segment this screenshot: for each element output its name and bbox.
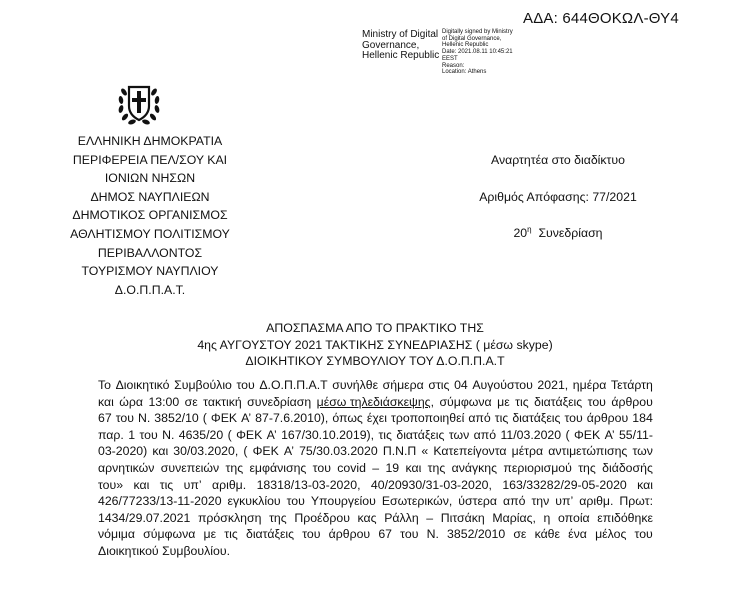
session-ordinal: 20 — [513, 226, 528, 240]
body-word: μέλος — [595, 527, 627, 542]
body-word: τις — [378, 427, 392, 442]
hellenic-republic-emblem-icon — [116, 82, 162, 126]
body-word: των — [632, 444, 653, 459]
body-word: και — [405, 460, 422, 475]
heading-line: 4ης ΑΥΓΟΥΣΤΟΥ 2021 ΤΑΚΤΙΚΗΣ ΣΥΝΕΔΡΙΑΣΗΣ ( μέσω skype) — [197, 337, 553, 352]
body-word: υπ’ — [555, 494, 574, 509]
body-word: με — [203, 527, 217, 542]
body-word: τακτική — [203, 394, 242, 409]
body-word: 1434/29.07.2021 — [98, 510, 191, 525]
body-word: του — [286, 494, 305, 509]
signature-meta-line: Hellenic Republic — [442, 42, 489, 49]
body-word: άρθρου — [586, 411, 629, 426]
body-word: διατάξεις — [396, 427, 445, 442]
body-word: κας — [357, 510, 377, 525]
session-ordinal-suffix: η — [527, 225, 532, 234]
body-word: 87-7.6.2010), — [255, 411, 329, 426]
body-word: covid — [337, 460, 366, 475]
ada-code: ΑΔΑ: 644ΘΟΚΩΛ-ΘΥ4 — [523, 10, 679, 27]
body-word: Ν. — [426, 527, 439, 542]
body-word: τροποποιηθεί — [391, 411, 465, 426]
body-word: Α’ — [241, 411, 252, 426]
issuer-line: ΤΟΥΡΙΣΜΟΥ ΝΑΥΠΛΙΟΥ — [81, 264, 219, 279]
body-word: του — [302, 527, 321, 542]
body-word: 40/20930/31-03-2020, — [370, 477, 492, 492]
body-word: διάδοσής — [602, 460, 653, 475]
signer-line: Governance, — [362, 39, 420, 51]
body-line — [98, 377, 653, 394]
body-word: Τετάρτη — [610, 378, 653, 392]
body-word: οποία — [558, 510, 590, 525]
signature-meta-line: Date: 2021.08.11 10:45:21 — [442, 49, 513, 56]
body-word: 167/30.10.2019), — [281, 427, 375, 442]
body-word: άρθρου — [328, 527, 371, 542]
body-word: Προέδρου — [294, 510, 350, 525]
body-word: 13:00 — [148, 394, 180, 409]
body-word: εμφάνισης — [249, 460, 307, 475]
body-word: ( — [243, 444, 248, 459]
body-word: αρνητικών — [98, 460, 155, 475]
body-word: Α’ — [266, 427, 277, 442]
issuer-line: ΔΗΜΟΤΙΚΟΣ ΟΡΓΑΝΙΣΜΟΣ — [72, 208, 228, 223]
signer-line: Hellenic Republic — [362, 50, 440, 61]
body-word: και — [637, 477, 653, 492]
body-word: ΦΕΚ — [236, 427, 263, 442]
body-word: μέτρα — [511, 444, 544, 459]
body-word: παρ. — [98, 427, 124, 442]
body-word: του — [634, 527, 653, 542]
body-word: σε — [513, 527, 527, 542]
body-word: από — [473, 427, 497, 442]
posting-notice: Αναρτητέα στο διαδίκτυο — [491, 153, 625, 167]
body-word: 3852/10 — [154, 411, 199, 426]
body-word: συνεδρίαση — [247, 394, 312, 409]
signature-meta-line: Location: Athens — [442, 69, 487, 76]
body-word: 11/03.2020 — [500, 427, 562, 442]
body-word: ( — [565, 427, 570, 442]
body-word: ημέρα — [572, 378, 607, 392]
body-word: Υπουργείου — [310, 494, 376, 509]
body-word: του — [236, 378, 255, 392]
body-word: του — [400, 527, 419, 542]
body-word: του — [564, 411, 583, 426]
body-word: και — [133, 477, 150, 492]
body-word: των — [448, 427, 470, 442]
body-word: πρόσκληση — [197, 510, 262, 525]
signature-meta-line: Digitally signed by Ministry — [442, 29, 513, 35]
body-line — [98, 477, 653, 494]
body-word: του» — [98, 477, 124, 492]
body-word: ύστερα — [458, 494, 498, 509]
body-line — [98, 460, 653, 477]
body-word: τις — [515, 394, 529, 409]
body-paragraph — [98, 377, 653, 560]
body-word: 3852/2010 — [447, 527, 506, 542]
body-word: Δ.Ο.Π.Π.Α.Τ — [259, 378, 328, 392]
issuer-line: ΑΘΛΗΤΙΣΜΟΥ ΠΟΛΙΤΙΣΜΟΥ — [70, 226, 230, 241]
body-word: από — [468, 411, 491, 426]
issuer-line: ΕΛΛΗΝΙΚΗ ΔΗΜΟΚΡΑΤΙΑ — [77, 134, 223, 148]
body-word: της — [427, 460, 446, 475]
body-word: τις — [494, 411, 509, 426]
body-word: 4635/20 — [178, 427, 224, 442]
body-word: Α’ — [604, 427, 615, 442]
body-word: 426/77233/13-11-2020 — [98, 494, 222, 509]
body-word: Εσωτερικών, — [381, 494, 453, 509]
body-word: ( — [227, 427, 232, 442]
body-word: και — [98, 394, 114, 409]
body-word: διατάξεις — [534, 394, 583, 409]
digital-signature-signer — [362, 30, 440, 62]
body-line — [98, 443, 653, 460]
body-word: της — [225, 460, 244, 475]
body-word: από — [503, 494, 526, 509]
body-word: επιδόθηκε — [597, 510, 653, 525]
body-word: 163/33282/29-05-2020 — [502, 477, 627, 492]
body-word: συνήλθε — [332, 378, 379, 392]
body-word: Πιτσάκη — [440, 510, 485, 525]
body-word: αριθμ. — [211, 477, 247, 492]
heading-line: ΑΠΟΣΠΑΣΜΑ ΑΠΟ ΤΟ ΠΡΑΚΤΙΚΟ ΤΗΣ — [266, 321, 484, 335]
body-word: 2021, — [537, 378, 569, 392]
body-word: κάθε — [534, 527, 561, 542]
extract-heading — [150, 320, 600, 370]
signature-meta-line: Reason: — [442, 62, 465, 69]
body-word: με — [497, 394, 510, 409]
body-word: « — [421, 444, 429, 459]
body-word: σύμφωνα — [439, 394, 492, 409]
body-word: ΦΕΚ — [252, 444, 279, 459]
signature-meta-line: of Digital Governance, — [442, 35, 502, 42]
issuer-line: Δ.Ο.Π.Π.Α.Τ. — [114, 282, 186, 297]
body-word: εγκυκλίου — [227, 494, 281, 509]
body-word: έχει — [366, 411, 388, 426]
body-word: αριθμ. — [579, 494, 614, 509]
body-word: ( — [202, 411, 207, 426]
body-word: διατάξεις — [245, 527, 295, 542]
body-word: αντιμετώπισης — [548, 444, 628, 459]
body-word: σε — [184, 394, 198, 409]
signature-meta-line: EEST — [442, 55, 458, 62]
body-word: διατάξεις — [512, 411, 561, 426]
body-word: 19 — [385, 460, 400, 475]
issuer-line: ΙΟΝΙΩΝ ΝΗΣΩΝ — [104, 171, 196, 186]
body-word: Πρωτ: — [619, 494, 653, 509]
body-word: της — [269, 510, 287, 525]
issuer-line: ΠΕΡΙΒΑΛΛΟΝΤΟΣ — [97, 245, 203, 260]
body-word: σύμφωνα — [143, 527, 196, 542]
body-word: και — [152, 444, 169, 459]
body-word: 04 — [454, 378, 468, 392]
body-word: Αυγούστου — [472, 378, 533, 392]
body-word: Το — [98, 378, 111, 392]
session-number — [428, 226, 688, 240]
body-word: υπ’ — [183, 477, 202, 492]
body-word: σήμερα — [382, 378, 424, 392]
body-word: ΦΕΚ — [573, 427, 601, 442]
body-word: ώρα — [119, 394, 143, 409]
body-word: Α’ — [283, 444, 294, 459]
session-label: Συνεδρίαση — [538, 226, 603, 240]
body-word: 55/11- — [618, 427, 653, 442]
issuer-line: ΠΕΡΙΦΕΡΕΙΑ ΠΕΛ/ΣΟΥ ΚΑΙ — [72, 152, 228, 167]
body-line — [98, 427, 653, 444]
body-word: – — [426, 510, 434, 525]
body-word: – — [372, 460, 380, 475]
body-word: 1 — [128, 427, 136, 442]
issuer-block — [60, 132, 240, 299]
body-word: Ράλλη — [384, 510, 419, 525]
body-word: Διοικητικό — [115, 378, 170, 392]
heading-line: ΔΙΟΙΚΗΤΙΚΟΥ ΣΥΜΒΟΥΛΙΟΥ ΤΟΥ Δ.Ο.Π.Π.Α.Τ — [245, 354, 505, 368]
body-word: νόμιμα — [98, 527, 135, 542]
body-word: τις — [224, 527, 238, 542]
body-word: περιορισμού — [503, 460, 572, 475]
body-word: την — [531, 494, 550, 509]
body-word: άρθρου — [611, 394, 653, 409]
body-word: τις — [159, 477, 174, 492]
body-word: ανάγκης — [451, 460, 498, 475]
body-word: 18318/13-03-2020, — [256, 477, 361, 492]
body-word: Π.Ν.Π — [382, 444, 417, 459]
body-word: του — [587, 394, 606, 409]
body-word: 184 — [632, 411, 653, 426]
body-word: Μαρίας, — [492, 510, 536, 525]
body-word: Κατεπείγοντα — [433, 444, 507, 459]
body-word: του — [312, 460, 331, 475]
body-word: της — [578, 460, 596, 475]
body-line — [98, 526, 653, 543]
body-word: 67 — [98, 411, 112, 426]
body-word: Ν. — [162, 427, 175, 442]
signer-line: Ministry of Digital — [362, 29, 439, 40]
issuer-line: ΔΗΜΟΣ ΝΑΥΠΛΙΕΩΝ — [90, 189, 210, 204]
body-word: του — [115, 411, 134, 426]
body-word: του — [139, 427, 158, 442]
body-word: στις — [428, 378, 450, 392]
body-line — [98, 493, 653, 510]
body-line — [98, 410, 653, 427]
body-word: Ν. — [137, 411, 151, 426]
body-line — [98, 394, 653, 411]
body-word: 67 — [378, 527, 393, 542]
body-word: η — [543, 510, 551, 525]
digital-signature-details — [442, 29, 532, 76]
body-word: ΦΕΚ — [210, 411, 238, 426]
body-line: Διοικητικού Συμβουλίου. — [98, 543, 230, 558]
body-line — [98, 510, 653, 527]
body-word: 03-2020) — [98, 444, 148, 459]
body-word: 75/30.03.2020 — [299, 444, 378, 459]
body-word: όπως — [332, 411, 363, 426]
body-word: 30/03.2020, — [173, 444, 239, 459]
body-word: συνεπειών — [160, 460, 220, 475]
underlined-phrase: μέσω τηλεδιάσκεψης, — [316, 394, 434, 409]
body-word: Συμβούλιο — [174, 378, 232, 392]
body-word: ένα — [568, 527, 587, 542]
decision-number: Αριθμός Απόφασης: 77/2021 — [479, 190, 637, 204]
